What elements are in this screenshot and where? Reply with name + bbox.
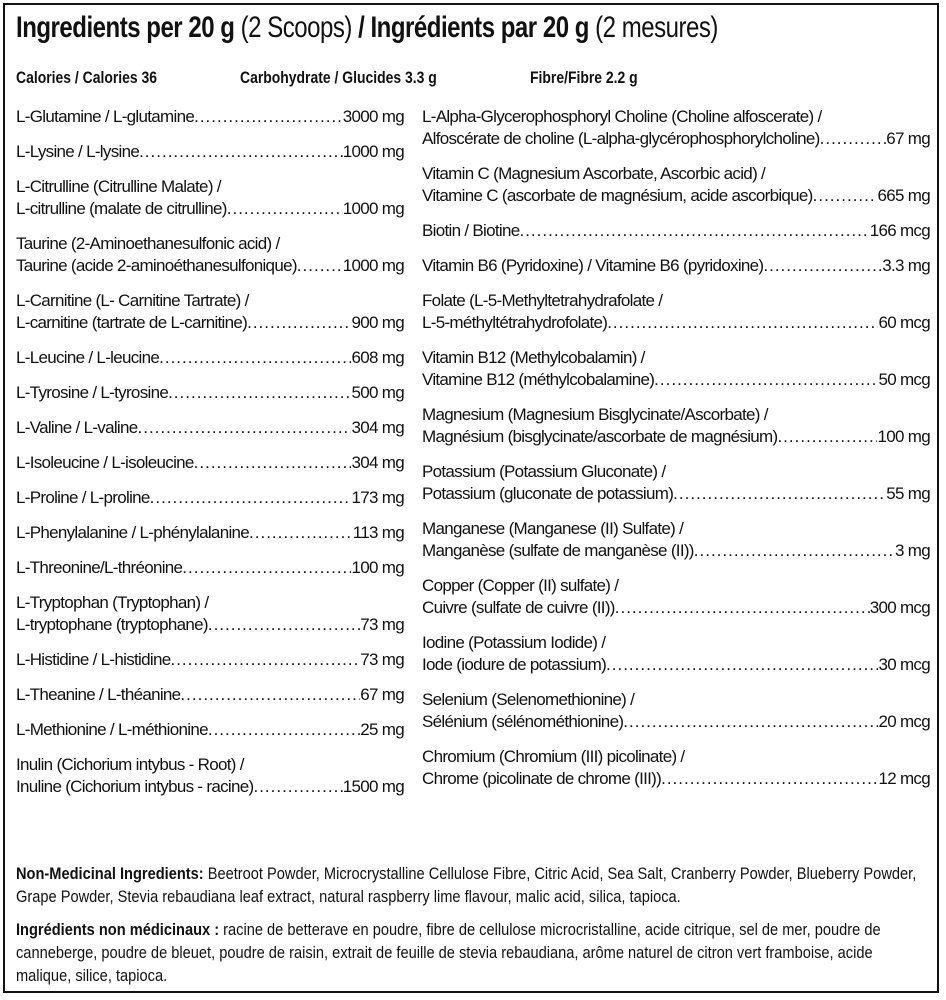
non-medicinal-label-french: Ingrédients non médicinaux : (16, 920, 220, 939)
ingredient-line (422, 632, 930, 654)
calories-label: Calories / Calories 36 (16, 68, 158, 87)
carbohydrate-label: Carbohydrate / Glucides 3.3 g (240, 68, 437, 87)
dot-leader (820, 128, 887, 150)
ingredient-name: Taurine (2-Aminoethanesulfonic acid) / (16, 234, 280, 253)
ingredient-line (16, 452, 404, 474)
fibre-label: Fibre/Fibre 2.2 g (530, 68, 638, 87)
ingredient-amount: 3 mg (895, 541, 930, 560)
dot-leader (615, 597, 870, 619)
ingredient-entry (16, 106, 404, 128)
ingredient-line (422, 106, 930, 128)
dot-leader (227, 198, 343, 220)
dot-leader (813, 185, 878, 207)
ingredient-line (16, 719, 404, 741)
ingredient-name: L-Valine / L-valine (16, 418, 138, 437)
ingredient-line (422, 220, 930, 242)
ingredient-name: L-Glutamine / L-glutamine (16, 107, 195, 126)
ingredient-entry (16, 719, 404, 741)
ingredient-line (16, 776, 404, 798)
ingredient-amount: 900 mg (351, 313, 404, 332)
ingredient-line (422, 163, 930, 185)
ingredient-line (16, 522, 404, 544)
ingredient-line (422, 768, 930, 790)
ingredient-entry (422, 163, 930, 207)
ingredient-line (422, 347, 930, 369)
dot-leader (208, 719, 360, 741)
ingredient-name: L-Tryptophan (Tryptophan) / (16, 593, 209, 612)
ingredient-line (422, 255, 930, 277)
ingredient-name: Inulin (Cichorium intybus - Root) / (16, 755, 244, 774)
ingredient-entry (422, 746, 930, 790)
ingredient-line (16, 347, 404, 369)
ingredient-entry (422, 575, 930, 619)
ingredient-name: Folate (L-5-Methyltetrahydrafolate / (422, 291, 663, 310)
non-medicinal-ingredients-french (16, 918, 928, 987)
ingredient-name: Manganese (Manganese (II) Sulfate) / (422, 519, 684, 538)
dot-leader (168, 382, 351, 404)
ingredient-name: Iode (iodure de potassium) (422, 655, 607, 674)
ingredient-line (16, 290, 404, 312)
dot-leader (661, 768, 878, 790)
ingredient-amount: 500 mg (351, 383, 404, 402)
title-french-servings: (2 mesures) (588, 11, 718, 44)
dot-leader (194, 106, 343, 128)
ingredient-line (422, 597, 930, 619)
ingredient-name: L-Citrulline (Citrulline Malate) / (16, 177, 221, 196)
ingredient-entry (16, 290, 404, 334)
ingredient-entry (16, 233, 404, 277)
ingredient-amount: 173 mg (351, 488, 404, 507)
page-title (16, 10, 718, 46)
ingredient-amount: 3.3 mg (882, 256, 930, 275)
title-english-servings: (2 Scoops) (234, 11, 359, 44)
ingredient-entry (16, 417, 404, 439)
non-medicinal-ingredients-english (16, 862, 928, 908)
ingredient-name: Chrome (picolinate de chrome (III)) (422, 769, 662, 788)
ingredients-left-column (16, 106, 404, 811)
ingredient-name: Potassium (gluconate de potassium) (422, 484, 674, 503)
ingredient-amount: 20 mcg (878, 712, 930, 731)
ingredient-name: Vitamin C (Magnesium Ascorbate, Ascorbic acid) / (422, 164, 766, 183)
ingredient-entry (16, 141, 404, 163)
ingredient-name: L-Alpha-Glycerophosphoryl Choline (Choline alfoscerate) / (422, 107, 822, 126)
ingredient-entry (16, 592, 404, 636)
ingredient-name: L-Carnitine (L- Carnitine Tartrate) / (16, 291, 249, 310)
ingredient-line (422, 689, 930, 711)
dot-leader (170, 649, 360, 671)
ingredient-line (422, 461, 930, 483)
ingredient-line (422, 369, 930, 391)
dot-leader (194, 452, 352, 474)
ingredient-amount: 300 mcg (869, 598, 930, 617)
ingredient-entry (422, 518, 930, 562)
dot-leader (208, 614, 360, 636)
ingredient-line (16, 754, 404, 776)
ingredient-name: Potassium (Potassium Gluconate) / (422, 462, 666, 481)
ingredient-amount: 67 mg (360, 685, 404, 704)
ingredient-amount: 100 mg (877, 427, 930, 446)
dot-leader (253, 776, 342, 798)
ingredient-entry (16, 176, 404, 220)
ingredient-entry (16, 522, 404, 544)
ingredient-entry (422, 255, 930, 277)
ingredient-name: Copper (Copper (II) sulfate) / (422, 576, 619, 595)
ingredient-line (422, 540, 930, 562)
dot-leader (159, 347, 351, 369)
ingredient-amount: 166 mcg (869, 221, 930, 240)
ingredient-entry (16, 452, 404, 474)
ingredient-name: L-Leucine / L-leucine (16, 348, 160, 367)
ingredient-line (16, 649, 404, 671)
dot-leader (182, 557, 351, 579)
ingredient-line (16, 106, 404, 128)
dot-leader (297, 255, 343, 277)
ingredient-entry (16, 684, 404, 706)
ingredient-name: L-tryptophane (tryptophane) (16, 615, 208, 634)
ingredient-line (422, 290, 930, 312)
ingredient-entry (16, 382, 404, 404)
ingredient-amount: 25 mg (360, 720, 404, 739)
ingredient-amount: 12 mcg (878, 769, 930, 788)
ingredient-name: Manganèse (sulfate de manganèse (II)) (422, 541, 694, 560)
dot-leader (607, 312, 878, 334)
ingredient-amount: 100 mg (351, 558, 404, 577)
ingredient-name: Chromium (Chromium (III) picolinate) / (422, 747, 685, 766)
ingredient-amount: 1500 mg (342, 777, 404, 796)
ingredient-name: Magnesium (Magnesium Bisglycinate/Ascorbate) / (422, 405, 768, 424)
ingredient-line (422, 312, 930, 334)
ingredient-name: L-Threonine/L-thréonine (16, 558, 183, 577)
ingredient-entry (16, 557, 404, 579)
ingredient-line (16, 141, 404, 163)
ingredient-amount: 665 mg (877, 186, 930, 205)
ingredient-amount: 608 mg (351, 348, 404, 367)
ingredient-entry (16, 649, 404, 671)
ingredient-amount: 60 mcg (878, 313, 930, 332)
ingredient-amount: 1000 mg (342, 142, 404, 161)
ingredient-line (422, 518, 930, 540)
ingredient-amount: 1000 mg (342, 256, 404, 275)
ingredient-line (16, 684, 404, 706)
ingredient-name: L-Isoleucine / L-isoleucine (16, 453, 194, 472)
ingredient-line (422, 404, 930, 426)
ingredient-line (16, 198, 404, 220)
ingredient-name: Vitamin B12 (Methylcobalamin) / (422, 348, 645, 367)
dot-leader (763, 255, 882, 277)
non-medicinal-text-english: Beetroot Powder, Microcrystalline Cellulose Fibre, Citric Acid, Sea Salt, Cranberry Powder, Blueberry Powder, Grape Powder, Stevia rebaudiana leaf extract, natural raspberry lime flavour, malic acid, silica, tapioca. (16, 864, 917, 906)
ingredient-entry (16, 487, 404, 509)
ingredient-entry (16, 754, 404, 798)
ingredient-name: L-Histidine / L-histidine (16, 650, 171, 669)
dot-leader (673, 483, 886, 505)
ingredient-entry (422, 632, 930, 676)
dot-leader (138, 417, 352, 439)
ingredient-name: Vitamine C (ascorbate de magnésium, acide ascorbique) (422, 186, 813, 205)
ingredient-entry (422, 404, 930, 448)
ingredient-entry (422, 689, 930, 733)
ingredient-name: Alfoscérate de choline (L-alpha-glycérophosphorylcholine) (422, 129, 820, 148)
ingredient-name: L-Theanine / L-théanine (16, 685, 181, 704)
ingredient-name: L-Proline / L-proline (16, 488, 150, 507)
ingredient-line (422, 426, 930, 448)
ingredient-line (422, 185, 930, 207)
ingredient-entry (422, 106, 930, 150)
ingredient-line (16, 176, 404, 198)
ingredient-entry (16, 347, 404, 369)
ingredient-amount: 67 mg (886, 129, 930, 148)
ingredient-line (422, 575, 930, 597)
ingredient-line (16, 382, 404, 404)
dot-leader (623, 711, 878, 733)
ingredient-amount: 73 mg (360, 650, 404, 669)
ingredient-amount: 55 mg (886, 484, 930, 503)
ingredient-name: Taurine (acide 2-aminoéthanesulfonique) (16, 256, 297, 275)
ingredient-name: Biotin / Biotine (422, 221, 520, 240)
ingredient-line (422, 483, 930, 505)
ingredient-line (16, 557, 404, 579)
ingredient-line (16, 592, 404, 614)
non-medicinal-text-french: racine de betterave en poudre, fibre de cellulose microcristalline, acide citrique, sel de mer, poudre de canneberge, poudre de bleuet, poudre de raisin, extrait de feuille de stevia rebaudiana, arôme naturel de citron vert framboise, acide malique, silice, tapioca. (16, 920, 881, 985)
dot-leader (180, 684, 360, 706)
ingredient-amount: 30 mcg (878, 655, 930, 674)
title-separator: / (358, 11, 371, 44)
title-french: Ingrédients par 20 g (370, 11, 589, 44)
title-english: Ingredients per 20 g (16, 11, 235, 44)
ingredient-entry (422, 220, 930, 242)
ingredient-name: L-Methionine / L-méthionine (16, 720, 208, 739)
ingredient-amount: 3000 mg (342, 107, 404, 126)
ingredient-name: Sélénium (sélénométhionine) (422, 712, 624, 731)
ingredient-entry (422, 347, 930, 391)
ingredient-name: L-Lysine / L-lysine (16, 142, 140, 161)
ingredient-name: L-Phenylalanine / L-phénylalanine (16, 523, 250, 542)
ingredient-name: L-5-méthyltétrahydrofolate) (422, 313, 608, 332)
dot-leader (606, 654, 878, 676)
ingredient-line (16, 312, 404, 334)
ingredient-line (422, 128, 930, 150)
ingredient-name: L-citrulline (malate de citrulline) (16, 199, 227, 218)
dot-leader (694, 540, 895, 562)
ingredient-amount: 304 mg (351, 418, 404, 437)
ingredient-amount: 1000 mg (342, 199, 404, 218)
ingredient-name: Vitamin B6 (Pyridoxine) / Vitamine B6 (pyridoxine) (422, 256, 764, 275)
ingredient-amount: 304 mg (351, 453, 404, 472)
ingredient-line (422, 746, 930, 768)
ingredient-amount: 50 mcg (878, 370, 930, 389)
ingredient-name: L-Tyrosine / L-tyrosine (16, 383, 169, 402)
ingredient-line (422, 654, 930, 676)
dot-leader (519, 220, 869, 242)
ingredient-amount: 73 mg (360, 615, 404, 634)
ingredient-entry (422, 461, 930, 505)
ingredient-line (16, 233, 404, 255)
dot-leader (139, 141, 343, 163)
dot-leader (249, 522, 353, 544)
ingredient-name: Cuivre (sulfate de cuivre (II)) (422, 598, 615, 617)
ingredient-entry (422, 290, 930, 334)
ingredient-line (16, 255, 404, 277)
ingredient-line (16, 487, 404, 509)
ingredient-name: Inuline (Cichorium intybus - racine) (16, 777, 254, 796)
ingredient-amount: 113 mg (352, 523, 404, 542)
dot-leader (654, 369, 878, 391)
dot-leader (150, 487, 352, 509)
ingredient-line (422, 711, 930, 733)
ingredient-line (16, 417, 404, 439)
ingredient-name: Magnésium (bisglycinate/ascorbate de magnésium) (422, 427, 778, 446)
non-medicinal-label-english: Non-Medicinal Ingredients: (16, 864, 204, 883)
ingredient-name: Iodine (Potassium Iodide) / (422, 633, 606, 652)
ingredient-name: Vitamine B12 (méthylcobalamine) (422, 370, 655, 389)
ingredients-right-column (422, 106, 930, 803)
ingredient-name: Selenium (Selenomethionine) / (422, 690, 635, 709)
dot-leader (247, 312, 351, 334)
ingredient-line (16, 614, 404, 636)
dot-leader (777, 426, 877, 448)
ingredient-name: L-carnitine (tartrate de L-carnitine) (16, 313, 248, 332)
